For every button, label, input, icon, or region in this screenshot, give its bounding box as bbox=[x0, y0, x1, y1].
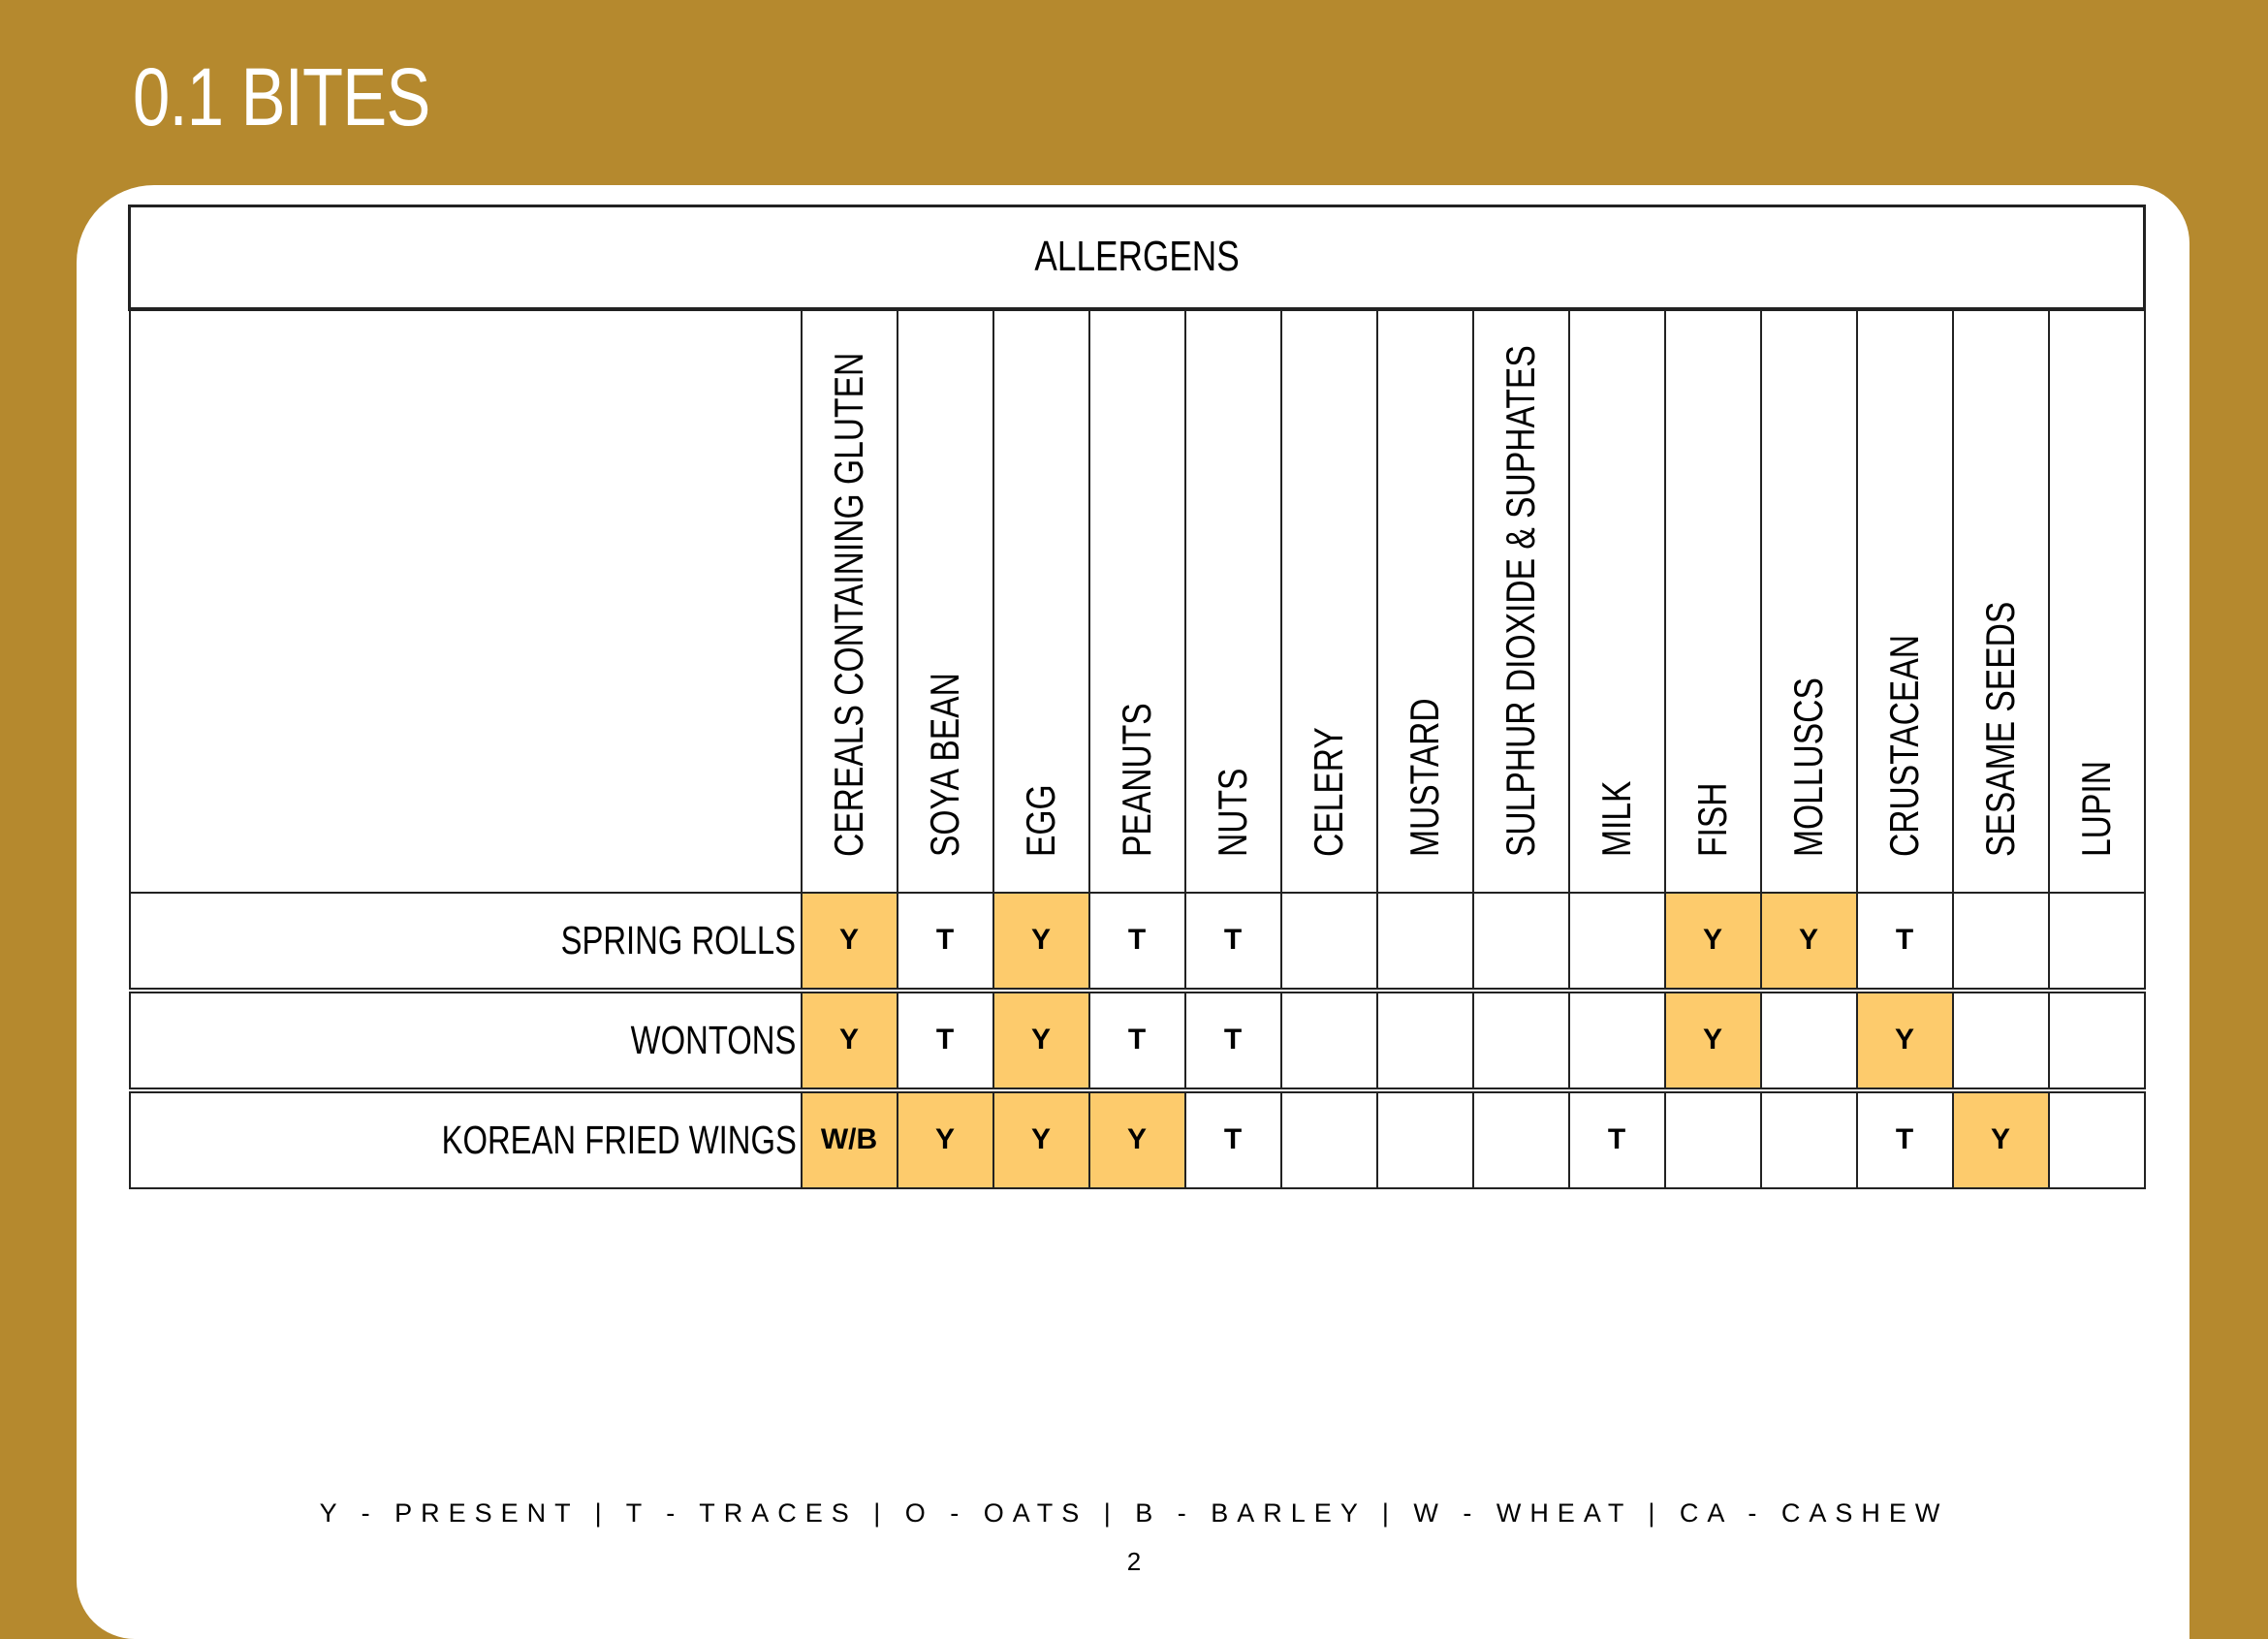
column-header-label: LUPIN bbox=[2073, 760, 2119, 857]
allergen-cell: T bbox=[898, 893, 993, 989]
column-header-label: EGG bbox=[1018, 783, 1063, 857]
column-header bbox=[1089, 309, 1185, 893]
allergen-cell: Y bbox=[802, 893, 898, 989]
allergen-cell: Y bbox=[1089, 1092, 1185, 1188]
column-header bbox=[2049, 309, 2145, 893]
allergen-cell bbox=[2049, 893, 2145, 989]
allergen-cell: Y bbox=[898, 1092, 993, 1188]
allergen-cell: T bbox=[1185, 993, 1281, 1088]
allergen-cell bbox=[1377, 993, 1473, 1088]
allergen-cell bbox=[1761, 993, 1857, 1088]
allergen-cell: W/B bbox=[802, 1092, 898, 1188]
column-header bbox=[1281, 309, 1377, 893]
dish-name: KOREAN FRIED WINGS bbox=[441, 1117, 797, 1162]
column-header-label: SESAME SEEDS bbox=[1977, 601, 2023, 857]
table-title-cell bbox=[130, 206, 2145, 309]
table-row bbox=[130, 1092, 2145, 1188]
table-title: ALLERGENS bbox=[1034, 233, 1240, 281]
allergen-cell: T bbox=[1185, 893, 1281, 989]
allergen-cell bbox=[1281, 1092, 1377, 1188]
column-header-label: MOLLUSCS bbox=[1785, 677, 1831, 857]
allergen-cell: T bbox=[1089, 893, 1185, 989]
dish-name: WONTONS bbox=[630, 1017, 797, 1062]
column-header bbox=[1377, 309, 1473, 893]
column-header bbox=[898, 309, 993, 893]
allergen-cell: T bbox=[1185, 1092, 1281, 1188]
allergen-cell: Y bbox=[1953, 1092, 2049, 1188]
allergen-cell: Y bbox=[1665, 893, 1761, 989]
allergen-cell: T bbox=[1089, 993, 1185, 1088]
column-header-label: CRUSTACEAN bbox=[1881, 634, 1927, 857]
column-header bbox=[1473, 309, 1569, 893]
allergen-cell: Y bbox=[1761, 893, 1857, 989]
page-title: 0.1 BITES bbox=[133, 51, 430, 142]
allergen-cell: T bbox=[1857, 893, 1953, 989]
column-header-label: CEREALS CONTAINING GLUTEN bbox=[826, 352, 871, 857]
allergen-cell: Y bbox=[802, 993, 898, 1088]
table-row bbox=[130, 893, 2145, 989]
column-header bbox=[993, 309, 1089, 893]
column-header-row bbox=[130, 309, 2145, 893]
column-header-label: MUSTARD bbox=[1402, 697, 1447, 857]
blank-corner-cell bbox=[130, 309, 802, 893]
column-header bbox=[1857, 309, 1953, 893]
column-header-label: PEANUTS bbox=[1114, 702, 1159, 857]
allergen-cell bbox=[1473, 993, 1569, 1088]
column-header-label: MILK bbox=[1593, 780, 1639, 857]
column-header bbox=[802, 309, 898, 893]
legend: Y - PRESENT | T - TRACES | O - OATS | B - BARLEY | W - WHEAT | CA - CASHEW bbox=[319, 1498, 1949, 1528]
row-header bbox=[130, 893, 802, 989]
allergen-cell bbox=[1665, 1092, 1761, 1188]
allergen-cell bbox=[1281, 893, 1377, 989]
allergen-cell bbox=[2049, 1092, 2145, 1188]
allergen-cell: T bbox=[898, 993, 993, 1088]
column-header-label: NUTS bbox=[1210, 768, 1255, 857]
column-header-label: CELERY bbox=[1306, 726, 1351, 857]
page-number: 2 bbox=[1126, 1547, 1142, 1576]
allergen-cell: Y bbox=[993, 1092, 1089, 1188]
allergen-cell bbox=[1377, 893, 1473, 989]
allergen-cell bbox=[1473, 1092, 1569, 1188]
allergen-cell: Y bbox=[1665, 993, 1761, 1088]
allergen-cell bbox=[1761, 1092, 1857, 1188]
row-header bbox=[130, 1092, 802, 1188]
column-header bbox=[1761, 309, 1857, 893]
allergen-cell bbox=[1281, 993, 1377, 1088]
column-header-label: SULPHUR DIOXIDE & SUPHATES bbox=[1497, 344, 1543, 857]
column-header-label: SOYA BEAN bbox=[922, 672, 967, 857]
column-header bbox=[1569, 309, 1665, 893]
allergen-cell: T bbox=[1569, 1092, 1665, 1188]
column-header-label: FISH bbox=[1689, 781, 1735, 857]
allergen-cell bbox=[1569, 993, 1665, 1088]
allergen-cell: Y bbox=[993, 993, 1089, 1088]
allergen-cell bbox=[1953, 893, 2049, 989]
column-header bbox=[1953, 309, 2049, 893]
allergen-cell bbox=[1377, 1092, 1473, 1188]
row-header bbox=[130, 993, 802, 1088]
allergen-cell bbox=[1569, 893, 1665, 989]
allergen-cell: Y bbox=[993, 893, 1089, 989]
column-header bbox=[1185, 309, 1281, 893]
column-header bbox=[1665, 309, 1761, 893]
allergen-cell bbox=[1473, 893, 1569, 989]
dish-name: SPRING ROLLS bbox=[561, 917, 797, 962]
allergen-table bbox=[128, 205, 2146, 1189]
allergen-cell bbox=[1953, 993, 2049, 1088]
allergen-cell: Y bbox=[1857, 993, 1953, 1088]
allergen-cell: T bbox=[1857, 1092, 1953, 1188]
table-body bbox=[130, 893, 2145, 1188]
allergen-cell bbox=[2049, 993, 2145, 1088]
table-row bbox=[130, 993, 2145, 1088]
